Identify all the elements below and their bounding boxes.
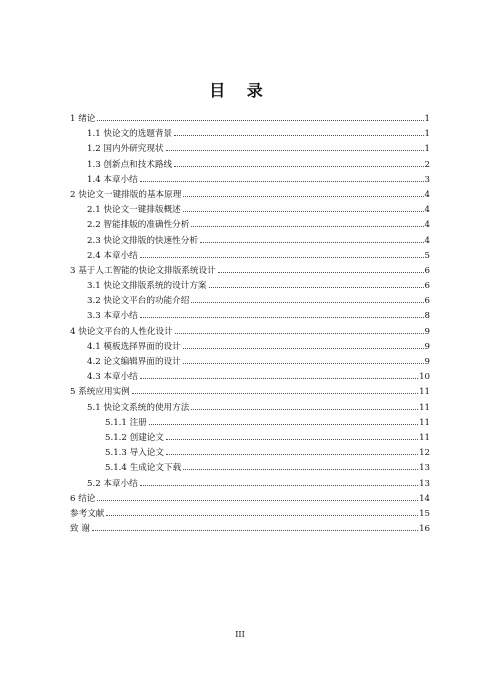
toc-entry-page: 6	[424, 265, 430, 276]
dot-leader	[166, 150, 424, 151]
toc-entry-page: 4	[424, 235, 430, 246]
toc-title: 目 录	[209, 81, 271, 100]
toc-entry-label: 1 绪论	[70, 114, 96, 124]
toc-entry-page: 9	[424, 341, 430, 352]
dot-leader	[149, 424, 418, 425]
toc-entry-page: 14	[419, 493, 430, 504]
toc-entry[interactable]	[70, 492, 430, 507]
toc-entry[interactable]	[70, 234, 430, 249]
toc-entry[interactable]	[70, 477, 430, 492]
toc-entry-page: 6	[424, 281, 430, 292]
toc-entry-label: 6 结论	[70, 493, 96, 504]
toc-entry[interactable]	[70, 249, 430, 264]
dot-leader	[183, 196, 423, 197]
toc-entry-label: 3 基于人工智能的快论文排版系统设计	[70, 265, 216, 276]
dot-leader	[183, 211, 424, 212]
toc-entry-page: 9	[424, 326, 430, 337]
toc-entry-label: 2 快论文一键排版的基本原理	[70, 189, 182, 200]
toc-entry[interactable]	[70, 294, 430, 309]
toc-entry[interactable]	[70, 173, 430, 188]
toc-entry-page: 4	[424, 205, 430, 216]
toc-entry-label: 2.2 智能排版的准确性分析	[87, 220, 190, 231]
toc-entry-page: 13	[419, 463, 430, 474]
toc-entry[interactable]	[70, 522, 430, 537]
toc-entry-label: 1.2 国内外研究现状	[87, 144, 164, 155]
toc-entry-page: 1	[424, 129, 430, 140]
dot-leader	[97, 500, 418, 501]
toc-entry[interactable]	[70, 218, 430, 233]
toc-entry-page: 11	[419, 432, 430, 443]
toc-entry-page: 11	[419, 417, 430, 428]
toc-entry[interactable]	[70, 188, 430, 203]
toc-entry-page: 5	[424, 250, 430, 261]
toc-entry[interactable]	[70, 355, 430, 370]
toc-entry[interactable]	[70, 112, 430, 127]
toc-entry[interactable]	[70, 279, 430, 294]
toc-entry-page: 6	[424, 296, 430, 307]
toc-entry-page: 1	[424, 144, 430, 155]
toc-entry-label: 5.1 快论文系统的使用方法	[87, 402, 190, 413]
dot-leader	[175, 333, 424, 334]
toc-entry-label: 2.4 本章小结	[87, 250, 138, 261]
toc-entry-page: 9	[424, 357, 430, 367]
table-of-contents	[70, 112, 430, 537]
toc-entry[interactable]	[70, 127, 430, 142]
toc-entry[interactable]	[70, 142, 430, 157]
toc-entry[interactable]	[70, 158, 430, 173]
toc-entry-label: 3.3 本章小结	[87, 311, 138, 322]
dot-leader	[191, 302, 423, 303]
toc-entry[interactable]	[70, 431, 430, 446]
toc-entry-label: 1.3 创新点和技术路线	[87, 159, 173, 170]
toc-entry[interactable]	[70, 507, 430, 522]
toc-entry-label: 致 谢	[70, 524, 90, 535]
toc-entry-label: 3.1 快论文排版系统的设计方案	[87, 281, 207, 292]
toc-entry[interactable]	[70, 446, 430, 461]
dot-leader	[200, 242, 424, 243]
toc-entry-label: 5.1.4 生成论文下载	[105, 463, 182, 474]
toc-entry-label: 4 快论文平台的人性化设计	[70, 326, 173, 337]
toc-entry[interactable]	[70, 203, 430, 218]
dot-leader	[140, 485, 418, 486]
toc-entry[interactable]	[70, 309, 430, 324]
dot-leader	[191, 226, 423, 227]
dot-leader	[209, 287, 424, 288]
toc-entry-page: 12	[419, 448, 430, 459]
toc-entry-page: 11	[419, 402, 430, 413]
toc-entry[interactable]	[70, 340, 430, 355]
toc-entry-label: 参考文献	[70, 508, 105, 519]
toc-entry-label: 4.2 论文编辑界面的设计	[87, 357, 181, 367]
toc-entry-label: 4.3 本章小结	[87, 372, 138, 383]
toc-entry-label: 1.4 本章小结	[87, 174, 138, 185]
toc-entry-page: 3	[424, 174, 430, 185]
toc-entry-label: 5 系统应用实例	[70, 387, 130, 398]
dot-leader	[92, 530, 418, 531]
toc-entry[interactable]	[70, 325, 430, 340]
page-number-footer: III	[235, 630, 245, 639]
toc-entry-page: 2	[424, 159, 430, 170]
toc-entry-page: 11	[419, 387, 430, 398]
toc-entry-label: 5.1.3 导入论文	[105, 448, 164, 459]
dot-leader	[183, 348, 424, 349]
dot-leader	[166, 439, 418, 440]
toc-entry-label: 5.1.2 创建论文	[105, 432, 164, 443]
toc-entry[interactable]	[70, 401, 430, 416]
dot-leader	[218, 272, 424, 273]
toc-entry-label: 2.3 快论文排版的快速性分析	[87, 235, 198, 246]
toc-entry-label: 3.2 快论文平台的功能介绍	[87, 296, 190, 307]
dot-leader	[174, 135, 423, 136]
toc-entry-page: 13	[419, 478, 430, 489]
toc-entry-page: 16	[419, 524, 430, 535]
dot-leader	[183, 469, 418, 470]
toc-entry-label: 2.1 快论文一键排版概述	[87, 205, 181, 216]
dot-leader	[183, 363, 424, 364]
toc-entry-page: 10	[419, 372, 430, 383]
toc-entry-page: 1	[424, 114, 430, 124]
toc-entry-page: 4	[424, 189, 430, 200]
dot-leader	[132, 393, 418, 394]
toc-entry-page: 4	[424, 220, 430, 231]
dot-leader	[140, 257, 424, 258]
dot-leader	[106, 515, 418, 516]
toc-entry-label: 4.1 模板选择界面的设计	[87, 341, 181, 352]
dot-leader	[140, 181, 424, 182]
toc-entry[interactable]	[70, 461, 430, 476]
dot-leader	[97, 120, 423, 121]
toc-entry[interactable]	[70, 264, 430, 279]
dot-leader	[191, 409, 418, 410]
toc-entry[interactable]	[70, 385, 430, 400]
toc-entry-page: 8	[424, 311, 430, 322]
toc-entry-label: 5.1.1 注册	[105, 417, 147, 428]
dot-leader	[140, 317, 424, 318]
toc-entry-label: 1.1 快论文的选题背景	[87, 129, 173, 140]
toc-entry-label: 5.2 本章小结	[87, 478, 138, 489]
dot-leader	[174, 166, 423, 167]
toc-entry[interactable]	[70, 416, 430, 431]
dot-leader	[166, 454, 418, 455]
toc-entry-page: 15	[419, 508, 430, 519]
dot-leader	[140, 378, 418, 379]
toc-entry[interactable]	[70, 370, 430, 385]
